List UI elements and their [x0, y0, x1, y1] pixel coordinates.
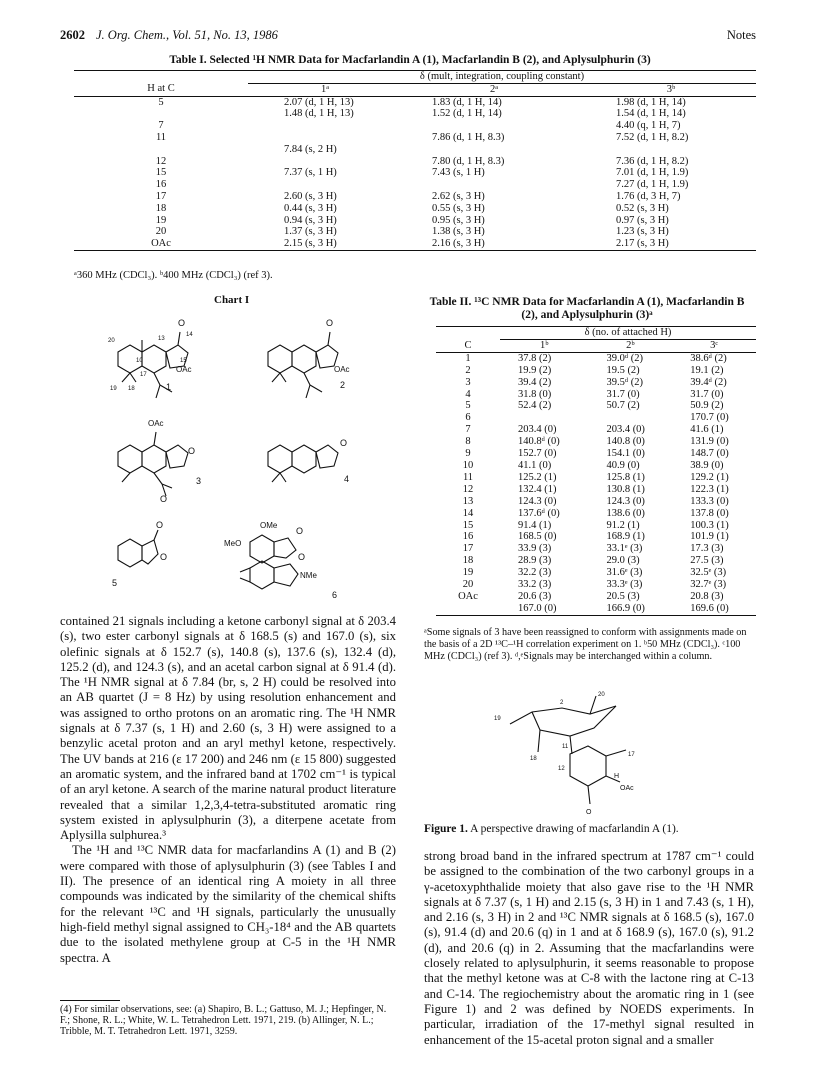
table2-row-cell: 39.5ᵈ (2) [606, 376, 643, 388]
table2-row-cell: 39.0ᵈ (2) [606, 352, 643, 364]
table2-row-cell: 52.4 (2) [518, 400, 552, 412]
table2-row-cell: 125.8 (1) [606, 471, 645, 483]
table1-row-cell: 0.44 (s, 3 H) [284, 202, 337, 214]
table2-row-cell: 4 [465, 388, 471, 400]
table2-row [436, 603, 756, 615]
table2-row-cell: 137.8 (0) [690, 507, 729, 519]
atom-label: 18 [128, 386, 135, 392]
table1-row-cell: 2.16 (s, 3 H) [432, 238, 485, 250]
svg-text:O: O [298, 552, 306, 562]
table2-row-cell: 32.5ᵉ (3) [690, 567, 727, 579]
atom-label: 19 [110, 386, 117, 392]
atom-label: 17 [140, 372, 147, 378]
table1-col-header: H at C [147, 83, 175, 95]
table1-row-cell: 7.43 (s, 1 H) [432, 167, 485, 179]
table1-row-cell: 7.27 (d, 1 H, 1.9) [616, 179, 689, 191]
table2-row-cell: 124.3 (0) [518, 495, 557, 507]
body-left-column [60, 614, 396, 966]
svg-text:12: 12 [558, 766, 565, 772]
table2-row-cell: 50.9 (2) [690, 400, 724, 412]
table2-row-cell: 28.9 (3) [518, 555, 552, 567]
table2-row-cell: 14 [462, 507, 474, 519]
table1-row-cell: 2.07 (d, 1 H, 13) [284, 96, 354, 108]
table1-row-cell: 7.84 (s, 2 H) [284, 143, 337, 155]
table2-row-cell: 38.6ᵈ (2) [690, 352, 727, 364]
table1-row [74, 203, 756, 215]
table1-row [74, 191, 756, 203]
table2-col-header: 3ᶜ [710, 339, 719, 351]
table2-row-cell: 154.1 (0) [606, 448, 645, 460]
page-number: 2602 [60, 28, 85, 42]
table2-row-cell: 41.6 (1) [690, 424, 724, 436]
table2-row [436, 472, 756, 484]
table1-row-cell: 5 [158, 96, 164, 108]
table1-row-cell: 1.83 (d, 1 H, 14) [432, 96, 502, 108]
table2-row-cell: 138.6 (0) [606, 507, 645, 519]
table2-row-cell: 19.1 (2) [690, 364, 724, 376]
table2-caption: Table II. ¹³C NMR Data for Macfarlandin A (1), Macfarlandin B (2), and Aplysulphurin (3)ᵃ [429, 296, 745, 321]
table2-row-cell: 38.9 (0) [690, 459, 724, 471]
table2-col-header: 1ᵇ [539, 339, 549, 351]
table2-row-cell: 12 [462, 483, 474, 495]
table2-row-cell: 130.8 (1) [606, 483, 645, 495]
table2-col-header: 2ᵇ [626, 339, 635, 351]
table2-row-cell: 203.4 (0) [518, 424, 557, 436]
table1-row [74, 238, 756, 250]
structure-4 [268, 445, 338, 482]
table1-row-cell: 1.23 (s, 3 H) [616, 226, 669, 238]
compound-number: 6 [332, 590, 338, 600]
table2-row-cell: 125.2 (1) [518, 471, 557, 483]
svg-text:O: O [160, 494, 168, 504]
table1-body [74, 96, 756, 250]
table2-row [436, 412, 756, 424]
table2-row-cell: 137.6ᵈ (0) [518, 507, 560, 519]
svg-text:OAc: OAc [148, 419, 164, 428]
table2-row-cell: 41.1 (0) [518, 459, 552, 471]
table2-row-cell: 19.5 (2) [606, 364, 640, 376]
table2-row-cell: 148.7 (0) [690, 448, 729, 460]
table1-spanner: δ (mult, integration, coupling constant) [248, 71, 756, 84]
table2-row-cell: 152.7 (0) [518, 448, 557, 460]
table2-row-cell: 37.8 (2) [518, 352, 552, 364]
table2-row [436, 508, 756, 520]
table2-row-cell: 7 [465, 424, 471, 436]
table1-col-header: 2ᵃ [489, 83, 499, 95]
svg-text:O: O [188, 446, 196, 456]
atom-label: 15 [180, 358, 187, 364]
table1-caption: Table I. Selected ¹H NMR Data for Macfarlandin A (1), Macfarlandin B (2), and Aplysulphurin (3) [169, 54, 651, 66]
section-label: Notes [726, 28, 756, 42]
table1-col-header: 1ᵃ [320, 83, 330, 95]
table2-spanner: δ (no. of attached H) [500, 327, 756, 340]
svg-text:19: 19 [494, 716, 501, 722]
table2-body [436, 352, 756, 615]
compound-number: 2 [340, 380, 346, 390]
table2-row-cell: 31.7 (0) [606, 388, 640, 400]
table2-row [436, 591, 756, 603]
table1-footnote: ᵃ360 MHz (CDCl₃). ᵇ400 MHz (CDCl₃) (ref 3). [74, 270, 273, 281]
table2-row-cell: 11 [462, 471, 474, 483]
table1-row-cell: 20 [155, 226, 167, 238]
table2-row [436, 400, 756, 412]
figure1-caption: Figure 1. A perspective drawing of macfarlandin A (1). [424, 823, 679, 835]
journal-citation: J. Org. Chem., Vol. 51, No. 13, 1986 [96, 28, 278, 42]
table1-row [74, 167, 756, 179]
table1-row-cell: 15 [155, 167, 167, 179]
table2-row-cell: 13 [462, 495, 474, 507]
table1-row-cell: 7.36 (d, 1 H, 8.2) [616, 155, 689, 167]
table1-row [74, 144, 756, 156]
table2-row [436, 365, 756, 377]
table2-row [436, 543, 756, 555]
table2-row-cell: 29.0 (3) [606, 555, 640, 567]
compound-number: 3 [196, 476, 202, 486]
table2-row-cell: 33.3ᵉ (3) [606, 579, 643, 591]
structure-2 [268, 332, 338, 398]
table2-row-cell: 91.2 (1) [606, 519, 640, 531]
table1-row [74, 156, 756, 168]
table2-row-cell: 19.9 (2) [518, 364, 552, 376]
svg-text:H: H [614, 773, 620, 780]
table2-row-cell: 203.4 (0) [606, 424, 645, 436]
body-paragraph: contained 21 signals including a ketone carbonyl signal at δ 203.4 (s), two ester carbonyl signals at δ 168.5 (s) and 167.0 (s), six olefinic signals at δ 152.7 (s), 140.8 (s), 137.6 (s), 132.4 (d), 125.2 (d), and 124.3 (s), and an acetal carbon signal at δ 91.4 (d). The ¹H NMR signal at δ 7.84 (br, s, 2 H) could be resolved into an AB quartet (J = 8 Hz) by using resolution enhancement and was assigned to ortho protons on an aromatic ring. The ¹H NMR signals at δ 7.37 (s, 1 H) and 2.60 (s, 3 H) were assigned to a benzylic acetal proton and an aryl methyl ketone, respectively. The UV bands at 216 (ε 17 200) and 246 nm (ε 15 800) suggested an aromatic system, and the infrared band at 1702 cm⁻¹ is typical of an aryl ketone. A search of the marine natural product literature revealed that a similar 1,2,3,4-tetra-substituted aromatic ring system existed in aplysulphurin (3), a diterpene acetate from Aplysilla sulphurea.³ [60, 614, 396, 843]
svg-text:20: 20 [598, 692, 605, 698]
table1-row-cell [248, 179, 402, 191]
svg-text:O: O [156, 520, 164, 530]
table2-row [436, 460, 756, 472]
footnote-4: (4) For similar observations, see: (a) Shapiro, B. L.; Gattuso, M. J.; Hepfinger, N. F.; Shone, R. L.; White, W. L. Tetrahedron Lett. 1971, 219. (b) Allinger, N. L.; Tribble, M. T. Tetrahedron Lett. 1971, 3259. [60, 1004, 387, 1037]
chart-structures [100, 306, 400, 606]
table2-row-cell: 168.9 (1) [606, 531, 645, 543]
table1-row-cell: 0.95 (s, 3 H) [432, 214, 485, 226]
chart-title: Chart I [214, 294, 250, 306]
footnote-rule [60, 1000, 120, 1001]
table1-row-cell: 2.15 (s, 3 H) [284, 238, 337, 250]
table2-row-cell: 131.9 (0) [690, 436, 729, 448]
table1-row-cell [248, 156, 402, 168]
table2-row [436, 579, 756, 591]
table2-row-cell: 3 [465, 376, 471, 388]
table2-row [436, 555, 756, 567]
table2-row-cell: 5 [465, 400, 471, 412]
svg-text:OMe: OMe [260, 521, 278, 530]
table2-row-cell: 20.8 (3) [690, 590, 724, 602]
svg-text:O: O [160, 552, 168, 562]
table1-row-cell: 2.17 (s, 3 H) [616, 238, 669, 250]
table1-row-cell: 7 [158, 120, 164, 132]
table2-row-cell: 124.3 (0) [606, 495, 645, 507]
table2-row-cell: 33.9 (3) [518, 543, 552, 555]
table2-row-cell: 132.4 (1) [518, 483, 557, 495]
table2-row [436, 377, 756, 389]
table2-row [436, 389, 756, 401]
table2-row-cell: 9 [465, 448, 471, 460]
table2-row-cell: 31.6ᵉ (3) [606, 567, 643, 579]
table1-row-cell: 0.52 (s, 3 H) [616, 202, 669, 214]
table1-row-cell: 0.55 (s, 3 H) [432, 202, 485, 214]
table2-row-cell: 15 [462, 519, 474, 531]
table1-row [74, 96, 756, 108]
table1-row-cell: 7.80 (d, 1 H, 8.3) [432, 155, 505, 167]
table2-row-cell: 91.4 (1) [518, 519, 552, 531]
table1-row-cell [402, 179, 586, 191]
table1-row-cell: 17 [155, 190, 167, 202]
table2-row [436, 424, 756, 436]
table1-row-cell: 1.54 (d, 1 H, 14) [616, 108, 686, 120]
svg-text:18: 18 [530, 756, 537, 762]
table2-row-cell: 39.4 (2) [518, 376, 552, 388]
table2-row [436, 567, 756, 579]
table2-row-cell: 1 [465, 352, 471, 364]
svg-text:MeO: MeO [224, 539, 242, 548]
table2-row-cell: 166.9 (0) [606, 602, 645, 614]
table2-row-cell: 18 [462, 555, 474, 567]
table1-row [74, 132, 756, 144]
oac-label: OAc [176, 365, 192, 374]
svg-text:O: O [586, 809, 592, 816]
table2-row [436, 496, 756, 508]
atom-label: 10 [136, 358, 143, 364]
table1-row-cell: 7.52 (d, 1 H, 8.2) [616, 131, 689, 143]
table1-col-header: 3ᵇ [666, 83, 676, 95]
svg-text:O: O [326, 318, 334, 328]
table2-row-cell: 33.2 (3) [518, 579, 552, 591]
svg-text:2: 2 [560, 700, 564, 706]
table2-row-cell [500, 412, 588, 424]
table1-row-cell [74, 144, 248, 156]
table1-row-cell [586, 144, 756, 156]
table2-row-cell: 122.3 (1) [690, 483, 729, 495]
table1-row-cell: 19 [155, 214, 167, 226]
table2-row-cell: 140.8 (0) [606, 436, 645, 448]
table1-row-cell: 1.38 (s, 3 H) [432, 226, 485, 238]
svg-text:O: O [296, 526, 304, 536]
table2-row-cell: 10 [462, 459, 474, 471]
table2-row-cell: 50.7 (2) [606, 400, 640, 412]
table2-row-cell: 140.8ᵈ (0) [518, 436, 560, 448]
atom-label: 13 [158, 336, 165, 342]
table1-row-cell [248, 132, 402, 144]
table2-row-cell: 39.4ᵈ (2) [690, 376, 727, 388]
table1-row-cell: 1.98 (d, 1 H, 14) [616, 96, 686, 108]
table1-row-cell: 11 [155, 131, 167, 143]
table1-row-cell [402, 120, 586, 132]
body-right-column: strong broad band in the infrared spectrum at 1787 cm⁻¹ could be assigned to the combination of the two carbonyl groups in a γ-acetoxyphthalide moiety that also gave rise to the ¹H NMR signals at δ 7.37 (s, 1 H) and 2.15 (s, 3 H) in 1 and 7.43 (s, 1 H), and 2.16 (s, 3 H) in 2 and ¹³C NMR signals at δ 168.5 (s), 167.0 (s), 91.4 (d) and 20.6 (q) in 1 and at δ 168.9 (s), 167.0 (s), 91.2 (d), and 20.6 (q) in 2. Assuming that the macfarlandins were closely related to aplysulphurin, it seems reasonable to propose that the methyl ketone was at C-8 with the lactone ring at C-13 and C-14. The regiochemistry about the aromatic ring in 1 (see Figure 1) and 2 was defined by NOEDS experiments. In particular, irradiation of the 17-methyl signal resulted in enhancement of the 15-acetal proton signal and a smaller [424, 849, 754, 1047]
table2-row-cell: 167.0 (0) [518, 602, 557, 614]
table1-row-cell: 1.48 (d, 1 H, 13) [284, 108, 354, 120]
table1-row-cell: 16 [155, 179, 167, 191]
table1-row [74, 108, 756, 120]
table2-row-cell: 31.7 (0) [690, 388, 724, 400]
svg-text:NMe: NMe [300, 571, 317, 580]
figure1-drawing [470, 690, 710, 818]
table1-row-cell: 0.97 (s, 3 H) [616, 214, 669, 226]
table1-row [74, 179, 756, 191]
table1-row-cell: 7.86 (d, 1 H, 8.3) [432, 131, 505, 143]
structure-6 [240, 535, 298, 589]
table1-row-cell: 12 [155, 155, 167, 167]
table2-row-cell: 168.5 (0) [518, 531, 557, 543]
table2-row-cell: 33.1ᵉ (3) [606, 543, 643, 555]
table1 [74, 70, 756, 251]
table2-row-cell: 170.7 (0) [690, 412, 729, 424]
table2-row [436, 352, 756, 364]
table2-row-cell: 20.6 (3) [518, 590, 552, 602]
table2-row-cell: 133.3 (0) [690, 495, 729, 507]
table2-row-cell: 101.9 (1) [690, 531, 729, 543]
compound-number: 4 [344, 474, 350, 484]
svg-text:OAc: OAc [334, 365, 350, 374]
table2-row-cell: OAc [458, 590, 478, 602]
table2-row [436, 448, 756, 460]
table2 [436, 326, 756, 616]
table2-row [436, 484, 756, 496]
table2-row-cell: 20 [462, 579, 474, 591]
table2-row-cell: 32.2 (3) [518, 567, 552, 579]
svg-text:17: 17 [628, 752, 635, 758]
table2-row-cell: 129.2 (1) [690, 471, 729, 483]
atom-label: O [178, 318, 186, 328]
table2-row-cell: 2 [465, 364, 471, 376]
table1-row-cell: 7.01 (d, 1 H, 1.9) [616, 167, 689, 179]
table2-row-cell: 6 [465, 412, 471, 424]
table1-row-cell: 2.62 (s, 3 H) [432, 190, 485, 202]
table2-footnote: ᵃSome signals of 3 have been reassigned to conform with assignments made on the basis of a 2D ¹³C–¹H correlation experiment on 1. ᵇ50 MHz (CDCl₃). ᶜ100 MHz (CDCl₃) (ref 3). ᵈ,ᵉSignals may be interchanged within a column. [424, 627, 747, 663]
table1-row-cell: 7.37 (s, 1 H) [284, 167, 337, 179]
table1-row-cell [402, 144, 586, 156]
table2-row [436, 520, 756, 532]
atom-label: 14 [186, 332, 193, 338]
table2-row-cell: 16 [462, 531, 474, 543]
table2-row-cell: 32.7ᵉ (3) [690, 579, 727, 591]
table2-col-header: C [464, 339, 472, 351]
table2-row-cell: 27.5 (3) [690, 555, 724, 567]
table2-row-cell: 19 [462, 567, 474, 579]
table1-row-cell: 4.40 (q, 1 H, 7) [616, 120, 681, 132]
table1-row-cell: 0.94 (s, 3 H) [284, 214, 337, 226]
table1-row-cell: 1.37 (s, 3 H) [284, 226, 337, 238]
table1-row-cell: 1.76 (d, 3 H, 7) [616, 190, 681, 202]
table2-row-cell: 169.6 (0) [690, 602, 729, 614]
compound-number: 1 [166, 382, 172, 392]
table2-row [436, 436, 756, 448]
table1-row-cell: 1.52 (d, 1 H, 14) [432, 108, 502, 120]
structure-5 [118, 530, 158, 567]
compound-number: 5 [112, 578, 118, 588]
table1-row [74, 215, 756, 227]
table1-row [74, 226, 756, 238]
table2-row-cell: 17.3 (3) [690, 543, 724, 555]
table1-row-cell: OAc [151, 238, 171, 250]
svg-text:11: 11 [562, 744, 569, 750]
table2-row-cell: 100.3 (1) [690, 519, 729, 531]
table2-row-cell: 31.8 (0) [518, 388, 552, 400]
table1-row-cell: 18 [155, 202, 167, 214]
table2-row-cell: 8 [465, 436, 471, 448]
atom-label: 20 [108, 338, 115, 344]
table2-row-cell [436, 603, 500, 615]
body-paragraph: The ¹H and ¹³C NMR data for macfarlandins A (1) and B (2) were compared with those of aplysulphurin (3) (see Tables I and II). The presence of an identical ring A moiety in all three compounds was indicated by the similarity of the chemical shifts for the relevant ¹³C and ¹H signals, particularly the unusually high-field methyl signal assigned to CH₃-18⁴ and the AB quartets due to the isolated methylene group at C-5 in the ¹H NMR spectra. A [60, 843, 396, 965]
svg-text:OAc: OAc [620, 785, 634, 792]
table2-row-cell: 17 [462, 543, 474, 555]
svg-text:O: O [340, 438, 348, 448]
table1-row-cell [248, 120, 402, 132]
table2-row [436, 531, 756, 543]
table1-row-cell [74, 108, 248, 120]
table1-row-cell: 2.60 (s, 3 H) [284, 190, 337, 202]
structure-3 [118, 432, 188, 496]
table2-row-cell: 20.5 (3) [606, 590, 640, 602]
table2-row-cell [588, 412, 672, 424]
table2-row-cell: 40.9 (0) [606, 459, 640, 471]
table1-row [74, 120, 756, 132]
